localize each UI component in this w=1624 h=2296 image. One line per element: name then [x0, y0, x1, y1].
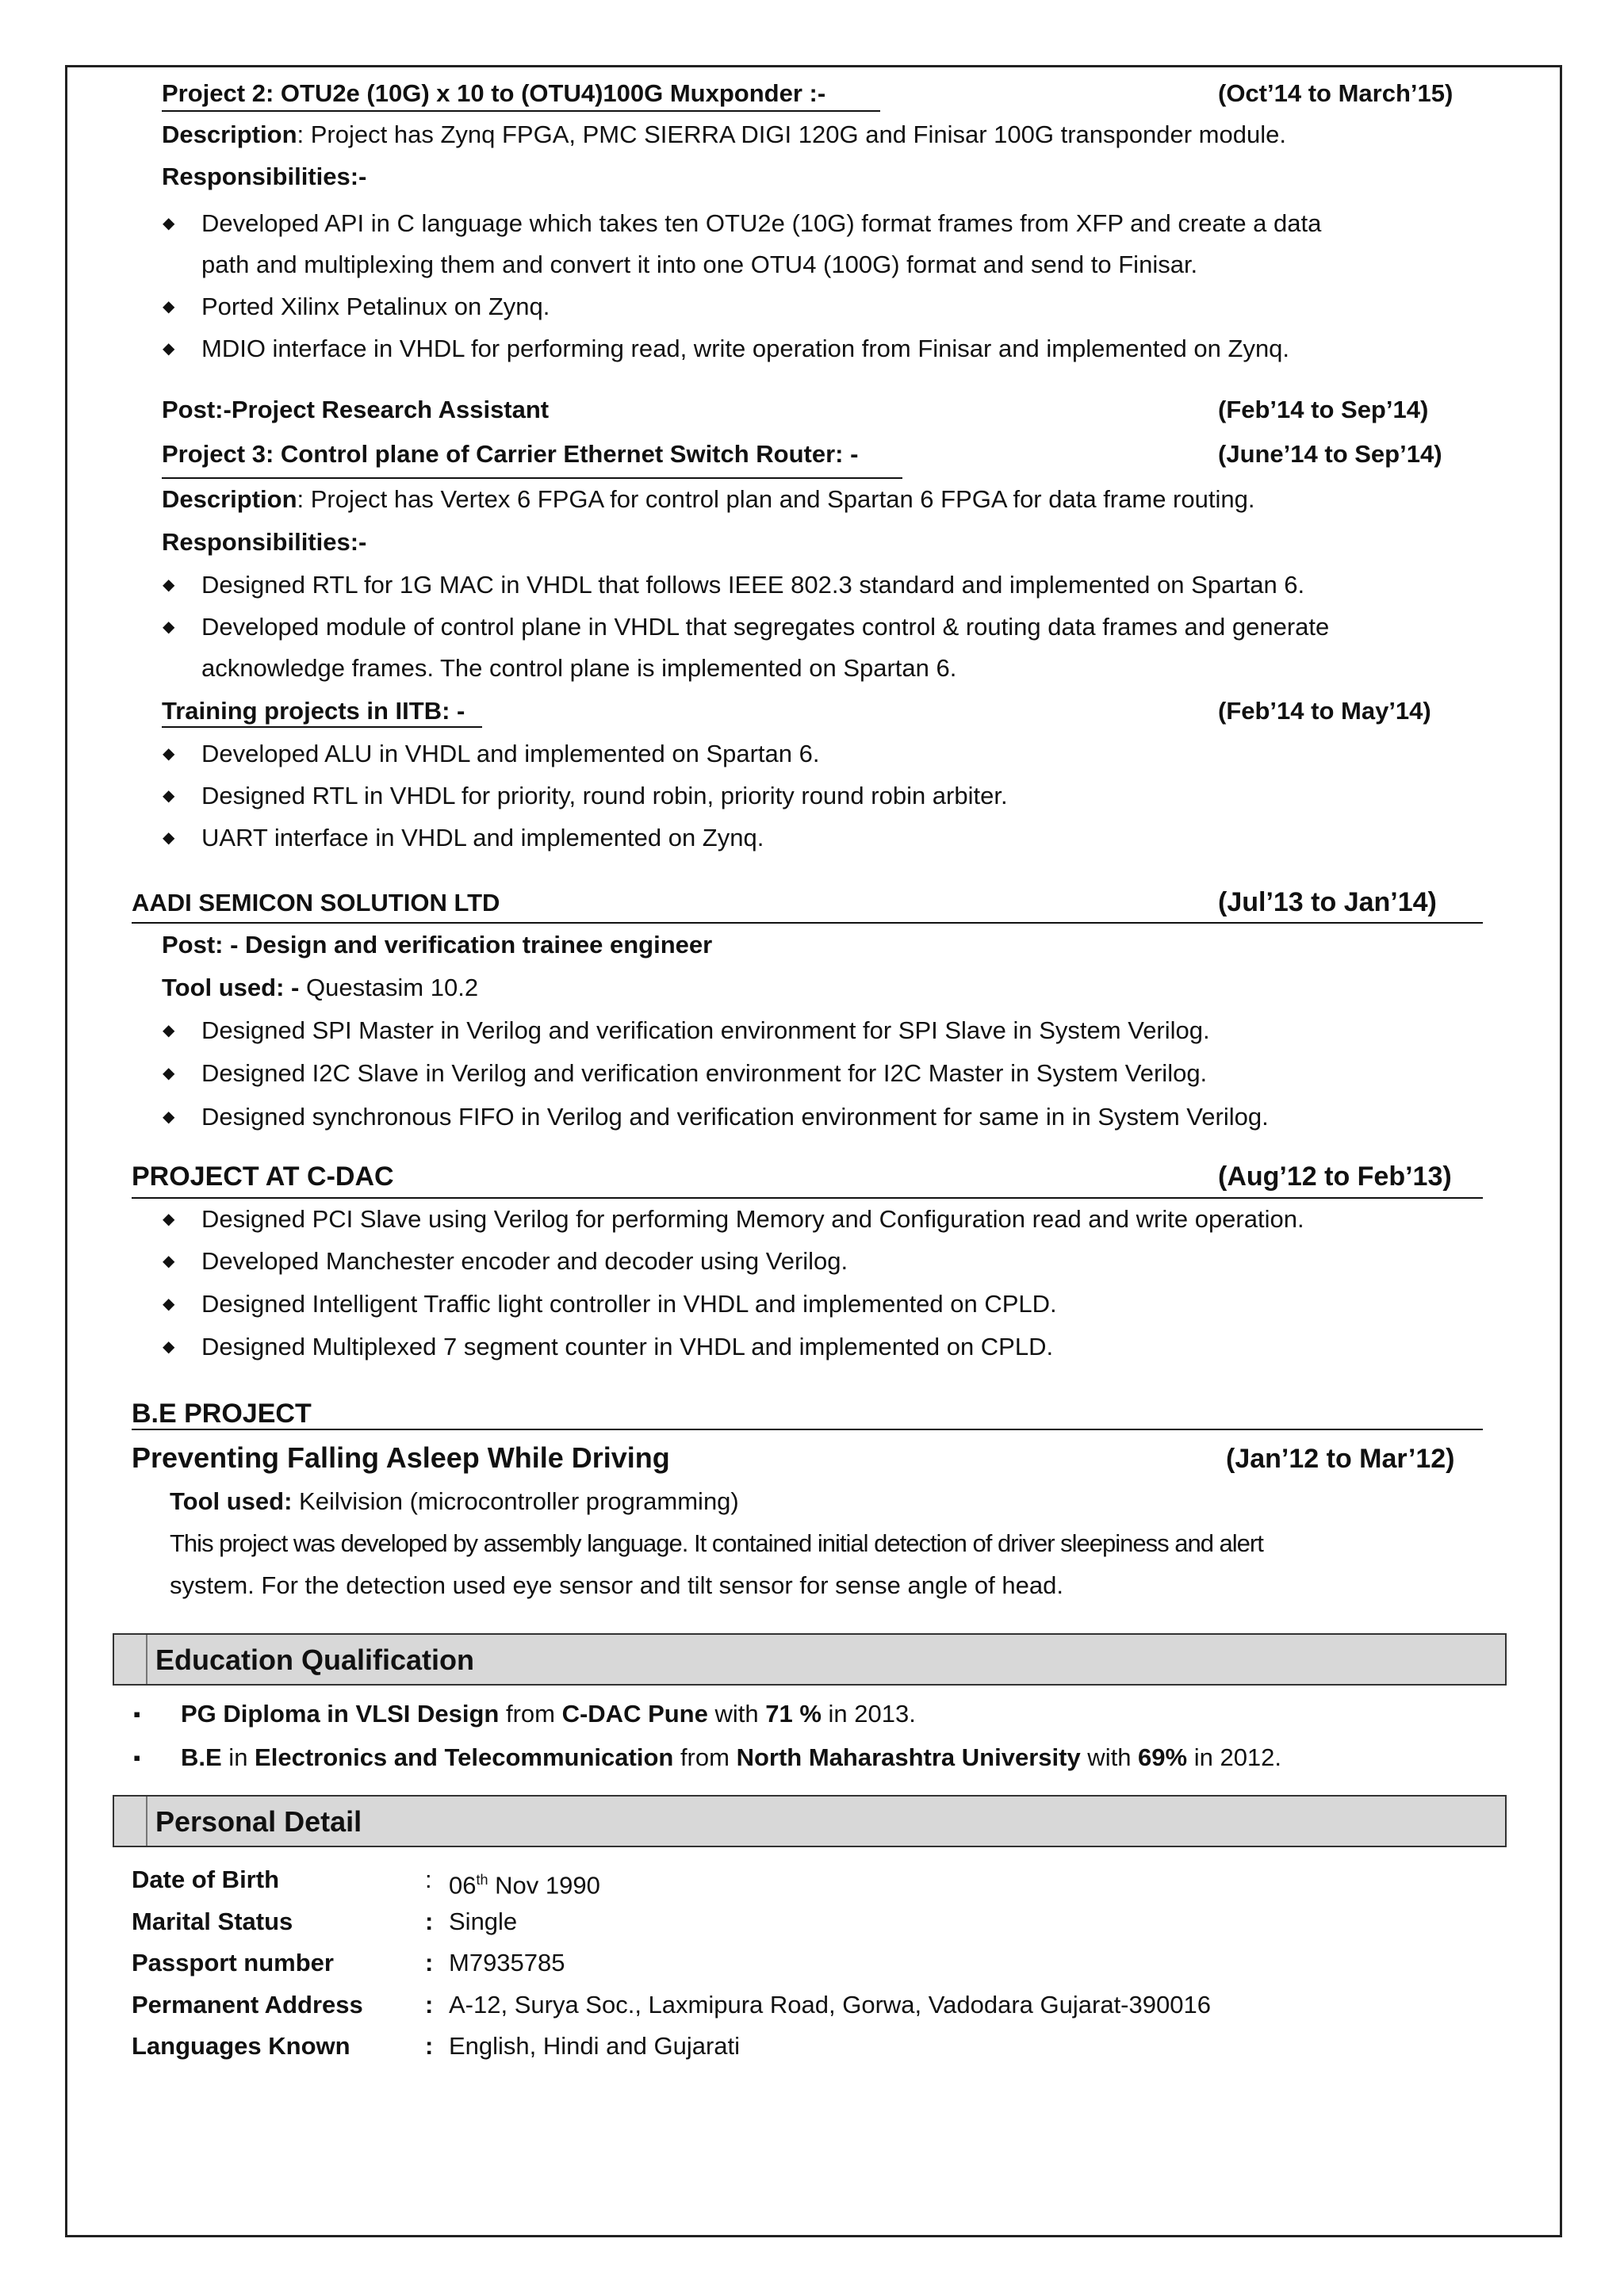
education-heading: Education Qualification [155, 1644, 475, 1676]
connector: with [1080, 1743, 1139, 1771]
list-item: Designed RTL in VHDL for priority, round robin, priority round robin arbiter. [201, 782, 1008, 809]
project2-title: Project 2: OTU2e (10G) x 10 to (OTU4)100G Muxponder :- [162, 79, 826, 107]
project3-dates: (June’14 to Sep’14) [1218, 440, 1442, 468]
bullet-icon: ◆ [163, 829, 175, 847]
year: in 2012. [1187, 1743, 1282, 1771]
training-dates: (Feb’14 to May’14) [1218, 697, 1431, 725]
dob-rest: Nov 1990 [488, 1871, 600, 1900]
square-bullet-icon: ▪ [133, 1746, 141, 1770]
square-bullet-icon: ▪ [133, 1702, 141, 1726]
dob-suffix: th [476, 1872, 488, 1888]
personal-value: M7935785 [449, 1949, 565, 1976]
bullet-icon: ◆ [163, 745, 175, 763]
personal-label: Date of Birth [132, 1866, 279, 1893]
connector: from [673, 1743, 737, 1771]
description-text: : Project has Vertex 6 FPGA for control plan and Spartan 6 FPGA for data frame routing. [297, 485, 1255, 513]
personal-heading: Personal Detail [155, 1805, 362, 1838]
bullet-icon: ◆ [163, 576, 175, 594]
connector: with [707, 1700, 766, 1728]
project2-description [162, 119, 1286, 151]
list-item: acknowledge frames. The control plane is implemented on Spartan 6. [201, 654, 957, 682]
branch: Electronics and Telecommunication [255, 1743, 674, 1771]
project3-responsibilities-label: Responsibilities:- [162, 528, 367, 556]
bullet-icon: ◆ [163, 1338, 175, 1356]
list-item: Designed SPI Master in Verilog and verification environment for SPI Slave in System Verilog. [201, 1016, 1210, 1044]
score: 69% [1138, 1743, 1188, 1771]
bullet-icon: ◆ [163, 340, 175, 358]
project3-underline [162, 477, 902, 479]
cdac-title: PROJECT AT C-DAC [132, 1161, 394, 1192]
description-label: Description [162, 121, 297, 148]
be-description-line: This project was developed by assembly language. It contained initial detection of driver sleepiness and alert [170, 1529, 1263, 1557]
education-item [181, 1698, 916, 1730]
be-title: Preventing Falling Asleep While Driving [132, 1441, 670, 1474]
list-item: Designed I2C Slave in Verilog and verification environment for I2C Master in System Verilog. [201, 1059, 1208, 1087]
list-item: Designed PCI Slave using Verilog for performing Memory and Configuration read and write operation. [201, 1205, 1304, 1233]
heading-accent [146, 1797, 147, 1846]
aadi-post: Post: - Design and verification trainee engineer [162, 931, 713, 959]
bullet-icon: ◆ [163, 298, 175, 316]
list-item: Designed Multiplexed 7 segment counter in VHDL and implemented on CPLD. [201, 1333, 1054, 1360]
project2-dates: (Oct’14 to March’15) [1218, 79, 1454, 107]
list-item: Developed module of control plane in VHDL that segregates control & routing data frames and generate [201, 613, 1330, 641]
bullet-icon: ◆ [163, 1211, 175, 1228]
tool-label: Tool used: [170, 1487, 293, 1515]
list-item: Developed ALU in VHDL and implemented on Spartan 6. [201, 740, 820, 767]
list-item: MDIO interface in VHDL for performing read, write operation from Finisar and implemented on Zynq. [201, 335, 1290, 362]
score: 71 % [765, 1700, 822, 1728]
dob-day: 06 [449, 1871, 477, 1900]
project2-underline [162, 110, 880, 112]
year: in 2013. [821, 1700, 916, 1728]
tool-value: Keilvision (microcontroller programming) [292, 1487, 739, 1515]
personal-label: Permanent Address [132, 1991, 363, 2019]
bullet-icon: ◆ [163, 618, 175, 636]
degree: PG Diploma in VLSI Design [181, 1700, 500, 1728]
list-item: path and multiplexing them and convert it into one OTU4 (100G) format and send to Finisar. [201, 251, 1198, 278]
personal-value: A-12, Surya Soc., Laxmipura Road, Gorwa, Vadodara Gujarat-390016 [449, 1991, 1211, 2019]
list-item: UART interface in VHDL and implemented on Zynq. [201, 824, 764, 851]
cdac-underline [132, 1197, 1483, 1199]
personal-value: English, Hindi and Gujarati [449, 2032, 741, 2060]
institute: North Maharashtra University [736, 1743, 1081, 1771]
be-description-line: system. For the detection used eye sensor and tilt sensor for sense angle of head. [170, 1571, 1063, 1599]
connector: from [499, 1700, 562, 1728]
be-dates: (Jan’12 to Mar’12) [1226, 1444, 1455, 1474]
personal-separator: : [425, 2032, 434, 2060]
tool-label: Tool used: - [162, 974, 300, 1001]
bullet-icon: ◆ [163, 215, 175, 232]
heading-accent [146, 1635, 147, 1684]
personal-label: Languages Known [132, 2032, 350, 2060]
institute: C-DAC Pune [561, 1700, 708, 1728]
training-underline [162, 726, 482, 728]
personal-value: Single [449, 1908, 518, 1935]
list-item: Designed RTL for 1G MAC in VHDL that follows IEEE 802.3 standard and implemented on Spartan 6. [201, 571, 1305, 599]
project3-description [162, 484, 1254, 515]
company-dates: (Jul’13 to Jan’14) [1218, 887, 1437, 917]
training-title: Training projects in IITB: - [162, 697, 465, 725]
personal-separator: : [425, 1949, 434, 1976]
bullet-icon: ◆ [163, 1108, 175, 1126]
personal-separator: : [425, 1991, 434, 2019]
post-dates: (Feb’14 to Sep’14) [1218, 396, 1429, 423]
personal-value [449, 1864, 600, 1901]
list-item: Developed Manchester encoder and decoder using Verilog. [201, 1247, 848, 1275]
bullet-icon: ◆ [163, 1253, 175, 1270]
be-underline [132, 1429, 1483, 1430]
company-name: AADI SEMICON SOLUTION LTD [132, 889, 500, 916]
bullet-icon: ◆ [163, 787, 175, 805]
company-underline [132, 922, 1483, 924]
post-label: Post:-Project Research Assistant [162, 396, 550, 423]
personal-separator: : [425, 1908, 434, 1935]
education-item [181, 1742, 1281, 1774]
bullet-icon: ◆ [163, 1022, 175, 1039]
project3-title: Project 3: Control plane of Carrier Ethernet Switch Router: - [162, 440, 859, 468]
be-tool [170, 1486, 739, 1517]
personal-label: Marital Status [132, 1908, 293, 1935]
description-text: : Project has Zynq FPGA, PMC SIERRA DIGI 120G and Finisar 100G transponder module. [297, 121, 1286, 148]
personal-separator: : [425, 1866, 432, 1893]
connector: in [221, 1743, 255, 1771]
tool-value: Questasim 10.2 [299, 974, 479, 1001]
list-item: Designed Intelligent Traffic light controller in VHDL and implemented on CPLD. [201, 1290, 1057, 1318]
description-label: Description [162, 485, 297, 513]
list-item: Ported Xilinx Petalinux on Zynq. [201, 293, 550, 320]
list-item: Designed synchronous FIFO in Verilog and verification environment for same in in System Verilog. [201, 1103, 1269, 1131]
education-heading-bar [113, 1633, 1507, 1686]
personal-label: Passport number [132, 1949, 334, 1976]
personal-heading-bar [113, 1795, 1507, 1847]
list-item: Developed API in C language which takes ten OTU2e (10G) format frames from XFP and create a data [201, 209, 1322, 237]
cdac-dates: (Aug’12 to Feb’13) [1218, 1161, 1452, 1192]
project2-responsibilities-label: Responsibilities:- [162, 163, 367, 190]
be-heading: B.E PROJECT [132, 1399, 312, 1429]
aadi-tool [162, 972, 478, 1004]
degree: B.E [181, 1743, 222, 1771]
bullet-icon: ◆ [163, 1065, 175, 1082]
bullet-icon: ◆ [163, 1295, 175, 1313]
